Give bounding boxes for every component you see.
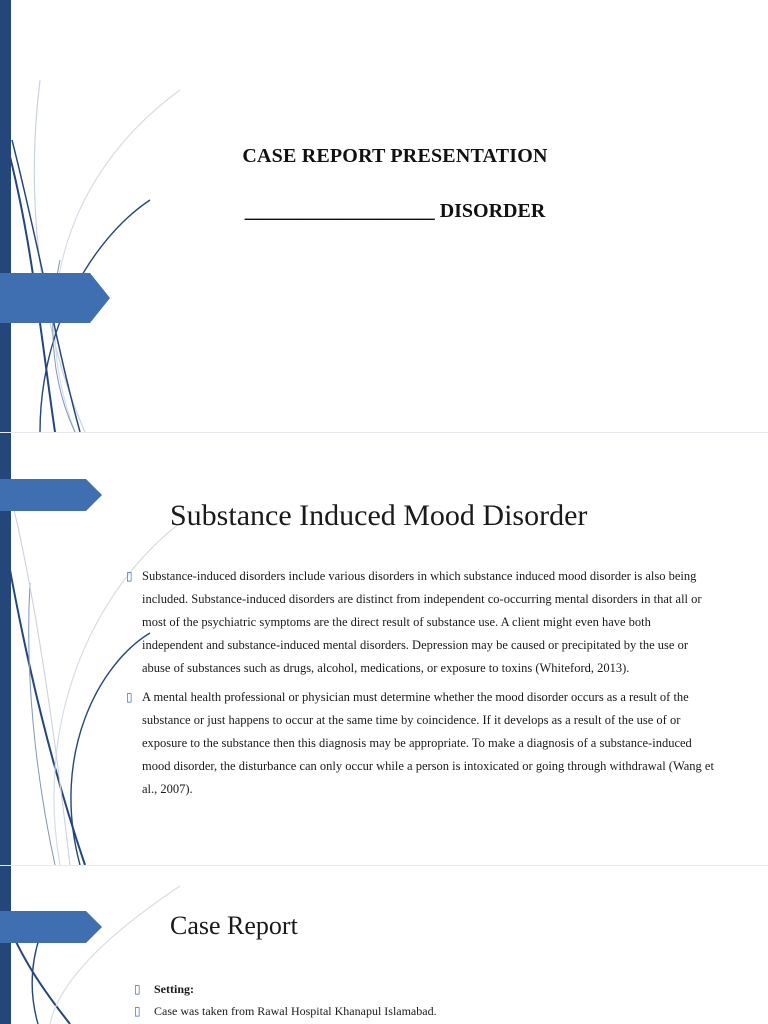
box-bullet-icon: ▯: [126, 690, 133, 704]
box-bullet-icon: ▯: [126, 569, 133, 583]
slide-case-report: [0, 866, 768, 1024]
presentation-title: CASE REPORT PRESENTATION: [242, 145, 548, 167]
list-item: [126, 686, 714, 801]
slide-heading: Substance Induced Mood Disorder: [170, 499, 588, 532]
bullet-list: [126, 565, 714, 807]
section-tab-arrow: [0, 273, 112, 323]
bullet-text: Substance-induced disorders include various disorders in which substance induced mood disorder is also being included. Substance-induced disorders are distinct from independent co-occurring mental disorders in that all or most of the psychiatric symptoms are the direct result of substance use. A client might even have both independent and substance-induced mental disorders. Depression may be caused or precipitated by the use or abuse of substances such as drugs, alcohol, medications, or exposure to toxins (Whiteford, 2013).: [142, 569, 702, 675]
box-bullet-icon: ▯: [134, 982, 141, 996]
disorder-subtitle: ___________________ DISORDER: [244, 200, 546, 222]
list-item: [134, 1000, 437, 1022]
slide-definition: [0, 433, 768, 865]
bullet-text: A mental health professional or physician must determine whether the mood disorder occurs as a result of the substance or just happens to occur at the same time by coincidence. If it develops as a result of the use of or exposure to the substance then this diagnosis may be appropriate. To make a diagnosis of a substance-induced mood disorder, the disturbance can only occur while a person is intoxicated or going through withdrawal (Wang et al., 2007).: [142, 690, 714, 796]
case-detail-list: [134, 978, 437, 1022]
section-tab-arrow: [0, 911, 104, 943]
slide-title: [0, 0, 768, 432]
slide-heading: Case Report: [170, 911, 298, 940]
setting-detail: Case was taken from Rawal Hospital Khanapul Islamabad.: [154, 1004, 437, 1018]
list-item: [134, 978, 437, 1000]
list-item: [126, 565, 714, 680]
box-bullet-icon: ▯: [134, 1004, 141, 1018]
section-tab-arrow: [0, 479, 104, 511]
setting-label: Setting:: [154, 982, 194, 996]
